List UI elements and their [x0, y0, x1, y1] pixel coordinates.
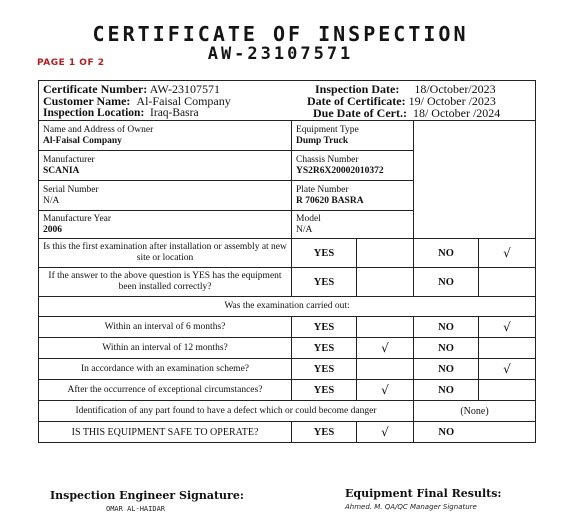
year-value: 2006 — [43, 224, 62, 235]
no-check-cell: √ — [479, 239, 536, 268]
owner-value: Al-Faisal Company — [43, 135, 122, 146]
yes-label: YES — [292, 359, 357, 380]
no-label: NO — [414, 422, 479, 443]
yes-check-cell — [357, 239, 414, 268]
page-number: PAGE 1 OF 2 — [37, 58, 105, 68]
chassis-value: YS2R6X20002010372 — [296, 165, 384, 176]
question-row — [39, 380, 536, 401]
yes-check-cell — [357, 359, 414, 380]
equipment-type-label: Equipment Type — [296, 125, 359, 135]
yes-label: YES — [292, 239, 357, 268]
yes-label: YES — [292, 422, 357, 443]
question-text: In accordance with an examination scheme? — [39, 359, 292, 380]
final-results-label: Equipment Final Results: — [345, 487, 502, 500]
yes-check-cell — [357, 317, 414, 338]
cert-number-label: Certificate Number: — [43, 82, 148, 96]
location-value: Iraq-Basra — [150, 107, 199, 119]
yes-label: YES — [292, 317, 357, 338]
document-title: CERTIFICATE OF INSPECTION — [92, 22, 469, 46]
model-label: Model — [296, 214, 321, 224]
question-row — [39, 317, 536, 338]
header-row — [39, 81, 536, 121]
equipment-type-value: Dump Truck — [296, 135, 349, 146]
plate-value: R 70620 BASRA — [296, 195, 364, 206]
plate-label: Plate Number — [296, 185, 349, 195]
no-label: NO — [414, 268, 479, 297]
no-label: NO — [414, 338, 479, 359]
question-row — [39, 359, 536, 380]
due-date-value: 18/ October /2024 — [412, 106, 501, 120]
no-check-cell — [479, 268, 536, 297]
year-label: Manufacture Year — [43, 214, 112, 224]
yes-label: YES — [292, 268, 357, 297]
no-label: NO — [414, 359, 479, 380]
no-label: NO — [414, 239, 479, 268]
no-check-cell — [479, 422, 536, 443]
manager-signature: Ahmed. M. QA/QC Manager Signature — [345, 503, 477, 511]
cert-date-value: 19/ October /2023 — [408, 94, 496, 108]
yes-check-cell: √ — [357, 338, 414, 359]
cert-number-value: AW-23107571 — [149, 82, 221, 96]
model-value: N/A — [296, 224, 313, 235]
engineer-signature-label: Inspection Engineer Signature: — [50, 489, 244, 502]
yes-check-cell: √ — [357, 380, 414, 401]
question-text: After the occurrence of exceptional circumstances? — [39, 380, 292, 401]
serial-value: N/A — [43, 195, 60, 206]
engineer-name: OMAR AL-HAIDAR — [106, 505, 166, 513]
no-label: NO — [414, 380, 479, 401]
manufacturer-label: Manufacturer — [43, 155, 95, 165]
cert-date-label: Date of Certificate: — [307, 94, 406, 108]
question-row — [39, 268, 536, 297]
customer-value: Al-Faisal Company — [136, 94, 231, 108]
serial-label: Serial Number — [43, 185, 99, 195]
owner-label: Name and Address of Owner — [43, 125, 154, 135]
section-row — [39, 297, 536, 317]
chassis-label: Chassis Number — [296, 155, 359, 165]
question-row — [39, 239, 536, 268]
defect-value: (None) — [414, 401, 536, 422]
customer-label: Customer Name: — [43, 94, 131, 108]
certificate-code: AW-23107571 — [207, 44, 354, 64]
inspection-date-label: Inspection Date: — [315, 82, 400, 96]
inspection-date-value: 18/October/2023 — [414, 82, 496, 96]
defect-question: Identification of any part found to have a defect which or could become danger — [39, 401, 414, 422]
no-check-cell: √ — [479, 359, 536, 380]
yes-check-cell — [357, 268, 414, 297]
question-text: Within an interval of 6 months? — [39, 317, 292, 338]
safe-row — [39, 422, 536, 443]
no-check-cell — [479, 338, 536, 359]
yes-label: YES — [292, 338, 357, 359]
no-label: NO — [414, 317, 479, 338]
certificate-table — [38, 80, 536, 443]
section-heading: Was the examination carried out: — [39, 297, 536, 317]
location-label: Inspection Location: — [43, 107, 145, 119]
yes-label: YES — [292, 380, 357, 401]
yes-check-cell: √ — [357, 422, 414, 443]
due-date-label: Due Date of Cert.: — [313, 106, 407, 120]
question-text: Within an interval of 12 months? — [39, 338, 292, 359]
no-check-cell — [479, 380, 536, 401]
question-row — [39, 338, 536, 359]
details-row — [39, 121, 536, 151]
question-text: Is this the first examination after installation or assembly at new site or location — [39, 239, 292, 268]
question-text: If the answer to the above question is YES has the equipment been installed correctly? — [39, 268, 292, 297]
safe-question: IS THIS EQUIPMENT SAFE TO OPERATE? — [39, 422, 292, 443]
blank-cell — [414, 121, 536, 239]
no-check-cell: √ — [479, 317, 536, 338]
manufacturer-value: SCANIA — [43, 165, 80, 176]
defect-row — [39, 401, 536, 422]
